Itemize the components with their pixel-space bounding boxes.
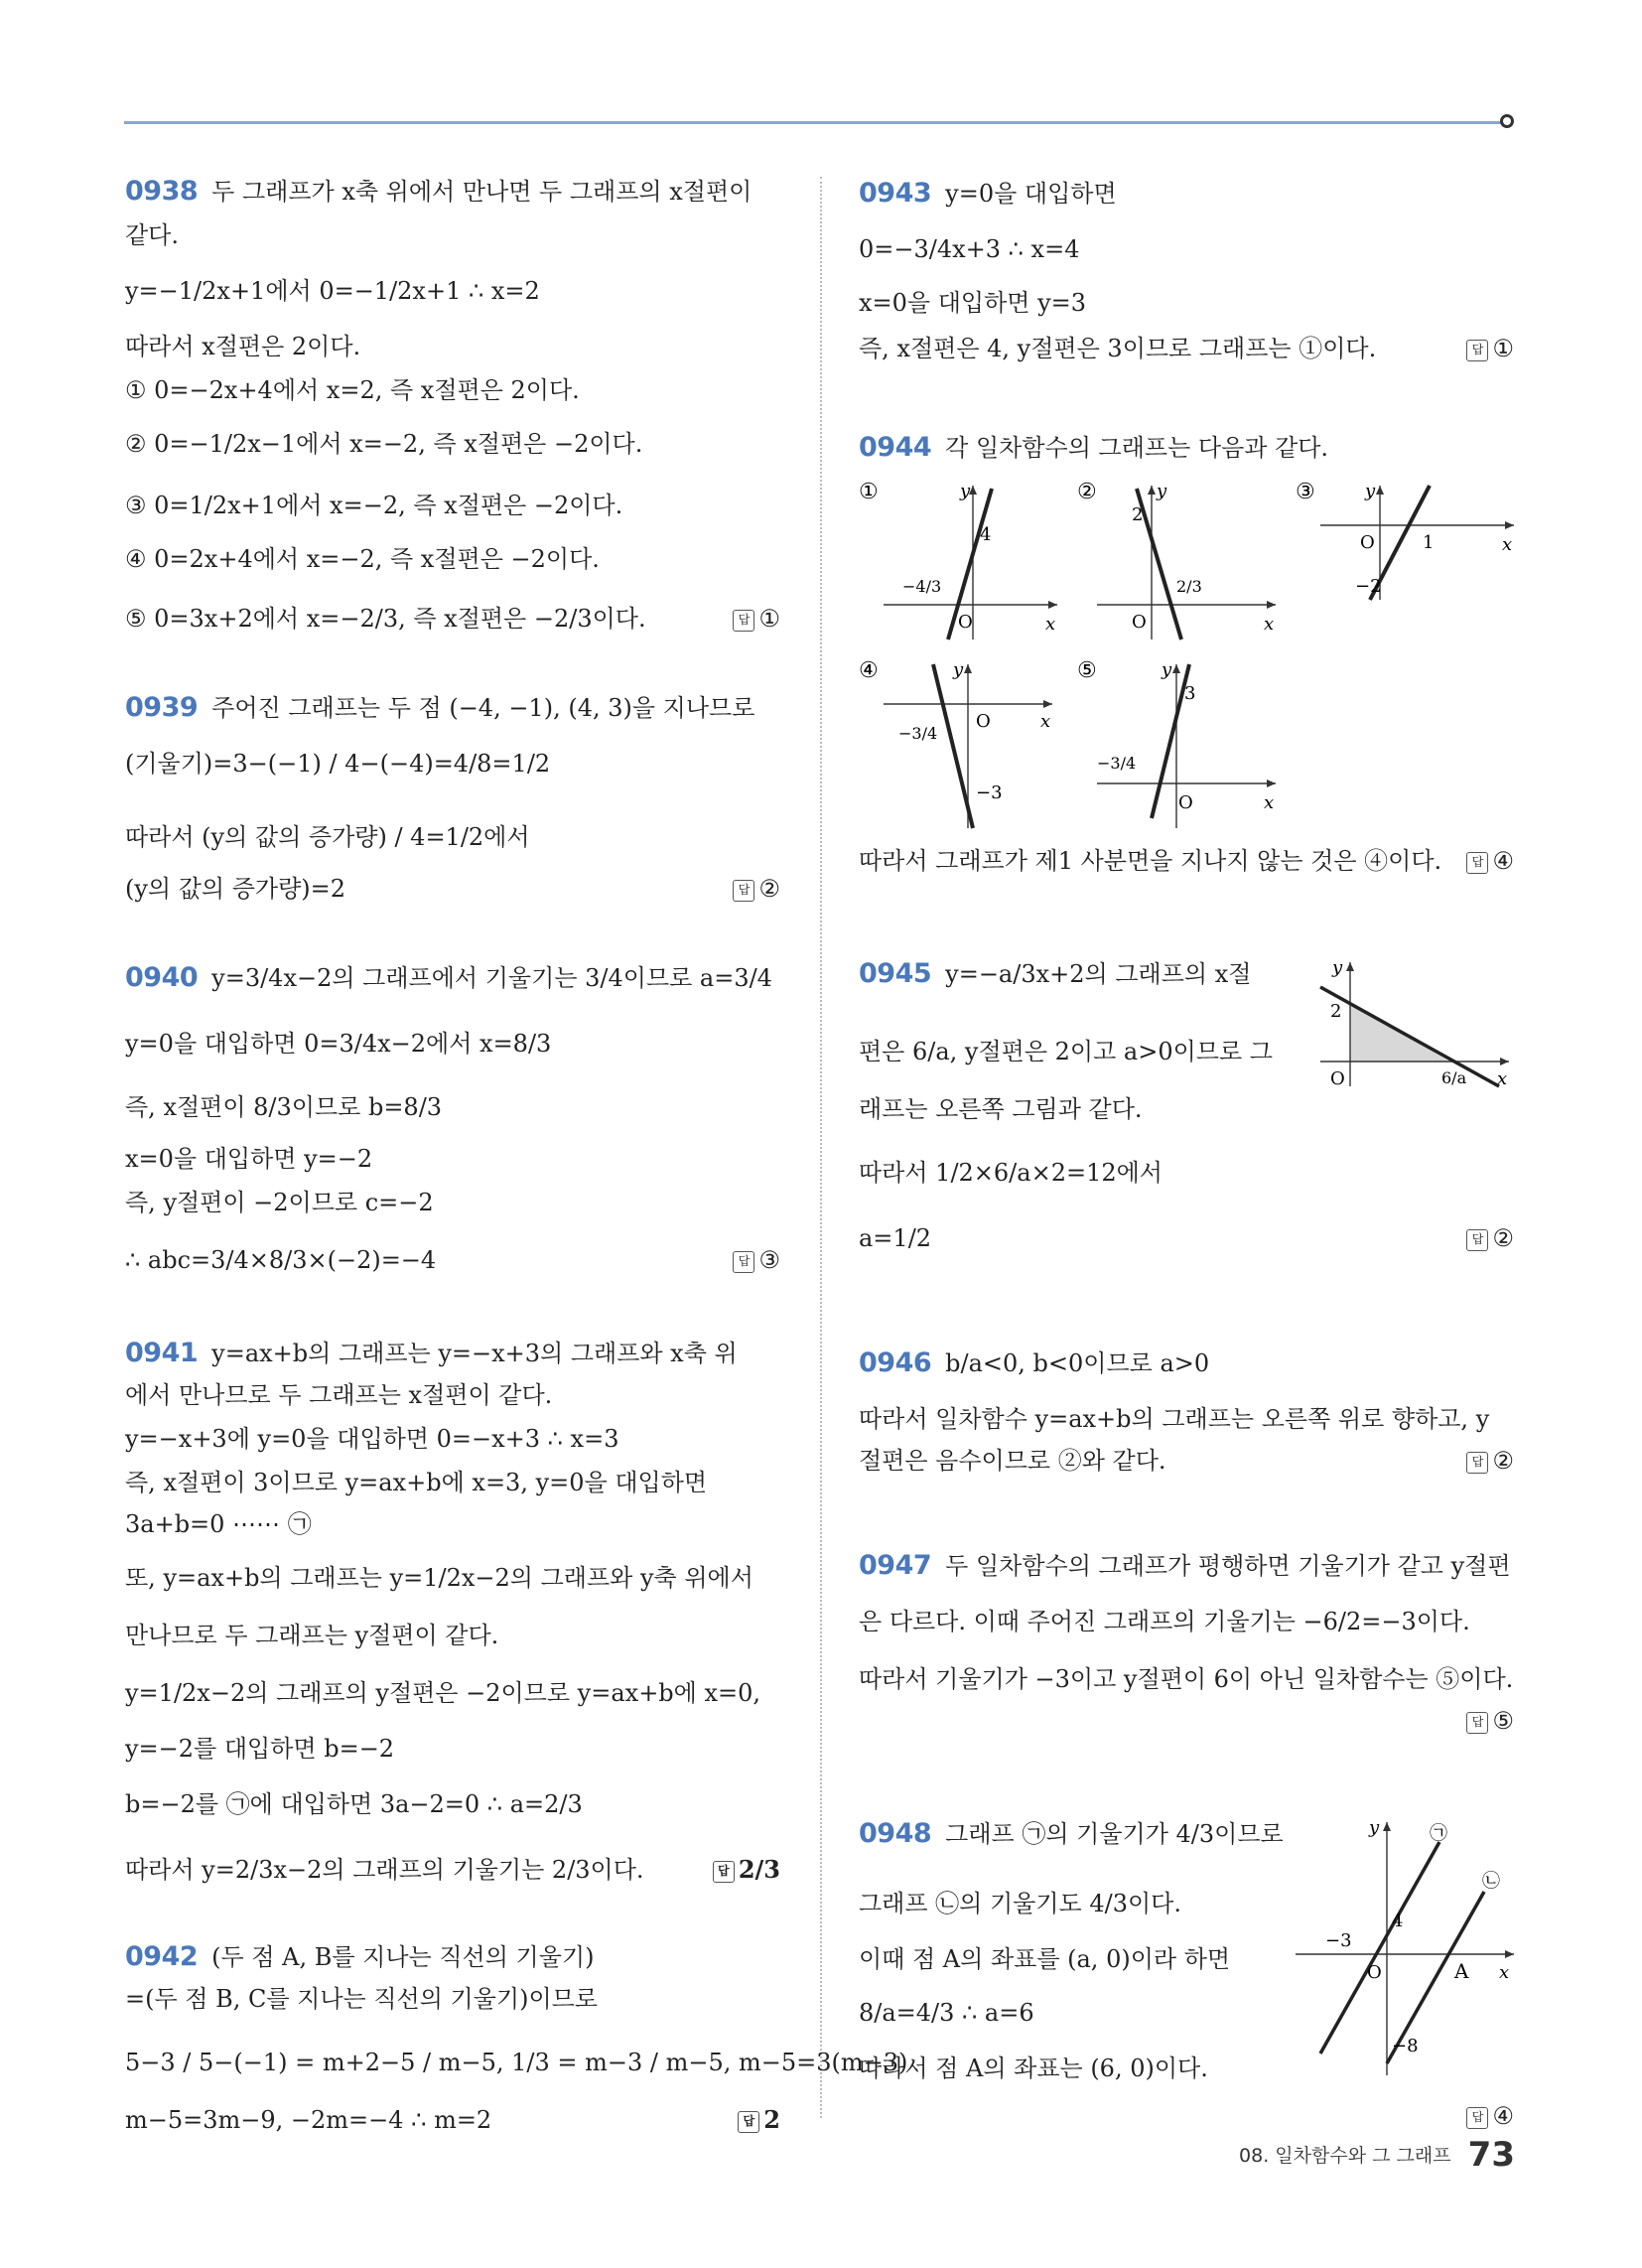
graph-0948 xyxy=(1296,1817,1514,2084)
top-rule-dot xyxy=(1500,114,1514,128)
problem-number: 0943 xyxy=(859,178,932,209)
solution-line: y=−1/2x+1에서 0=−1/2x+1 ∴ x=2 xyxy=(125,277,540,305)
graph-label: ② xyxy=(1077,480,1097,504)
tick-label: 6/a xyxy=(1441,1068,1467,1087)
origin-label: O xyxy=(976,711,991,732)
axis-label: y xyxy=(953,659,964,680)
graph-1-svg xyxy=(859,481,1057,639)
answer-badge: 답 ② xyxy=(733,872,780,906)
graph-4-svg xyxy=(859,659,1057,828)
graph-label: ① xyxy=(859,480,879,504)
tick-label: 4 xyxy=(1392,1911,1404,1931)
tick-label: −4/3 xyxy=(902,577,942,596)
graph-0945 xyxy=(1310,957,1509,1115)
axis-label: x xyxy=(1499,1962,1510,1983)
solution-line: y=0을 대입하면 xyxy=(945,180,1117,208)
solution-line: x=0을 대입하면 y=−2 xyxy=(125,1145,373,1173)
origin-label: O xyxy=(1330,1068,1345,1089)
axis-label: y xyxy=(1157,481,1167,501)
solution-line: 두 일차함수의 그래프가 평행하면 기울기가 같고 y절편 xyxy=(945,1552,1511,1580)
solution-line: 따라서 그래프가 제1 사분면을 지나지 않는 것은 ④이다. xyxy=(859,847,1442,875)
problem-number: 0939 xyxy=(125,692,199,723)
graph-label: ⑤ xyxy=(1077,658,1097,683)
problem-number: 0940 xyxy=(125,962,199,993)
answer-badge: 답 ① xyxy=(1466,332,1514,365)
origin-label: O xyxy=(1360,532,1375,553)
solution-line: 따라서 1/2×6/a×2=12에서 xyxy=(859,1159,1163,1187)
solution-line: 따라서 기울기가 −3이고 y절편이 6이 아닌 일차함수는 ⑤이다. xyxy=(859,1665,1514,1693)
answer-badge: 답 ④ xyxy=(1466,2099,1514,2133)
tick-label: −2 xyxy=(1355,576,1382,597)
problem-number: 0944 xyxy=(859,432,932,463)
axis-label: x xyxy=(1045,614,1056,635)
solution-line: y=−2를 대입하면 b=−2 xyxy=(125,1735,395,1763)
tick-label: 4 xyxy=(980,524,992,545)
solution-line: y=−x+3에 y=0을 대입하면 0=−x+3 ∴ x=3 xyxy=(125,1425,619,1453)
solution-line: 5−3 / 5−(−1) = m+2−5 / m−5, 1/3 = m−3 / m−5, m−5=3(m−3) xyxy=(125,2049,908,2076)
answer-badge: 답 ③ xyxy=(733,1243,780,1277)
tick-label: 2 xyxy=(1132,504,1144,525)
solution-line: 또, y=ax+b의 그래프는 y=1/2x−2의 그래프와 y축 위에서 xyxy=(125,1564,753,1592)
graph-4 xyxy=(859,659,1057,837)
problem-number: 0947 xyxy=(859,1550,932,1581)
solution-line: y=ax+b의 그래프는 y=−x+3의 그래프와 x축 위 xyxy=(211,1340,738,1367)
origin-label: O xyxy=(958,612,973,633)
solution-line: ④ 0=2x+4에서 x=−2, 즉 x절편은 −2이다. xyxy=(125,545,600,573)
solution-line: ① 0=−2x+4에서 x=2, 즉 x절편은 2이다. xyxy=(125,376,580,404)
axis-label: y xyxy=(1162,659,1172,680)
tick-label: −3 xyxy=(1325,1930,1352,1951)
solution-line: 즉, y절편이 −2이므로 c=−2 xyxy=(125,1189,434,1216)
solution-line: 래프는 오른쪽 그림과 같다. xyxy=(859,1095,1143,1123)
axis-label: x xyxy=(1497,1068,1508,1089)
tick-label: 2 xyxy=(1330,1001,1342,1022)
line-label: ㉠ xyxy=(1430,1823,1447,1844)
solution-line: 따라서 x절편은 2이다. xyxy=(125,333,361,360)
answer-badge: 답 2 xyxy=(738,2103,780,2137)
answer-badge: 답 ⑤ xyxy=(1466,1704,1514,1738)
solution-line: 절편은 음수이므로 ②와 같다. xyxy=(859,1447,1166,1475)
graph-2-svg xyxy=(1077,481,1276,639)
solution-line: 주어진 그래프는 두 점 (−4, −1), (4, 3)을 지나므로 xyxy=(211,694,755,722)
axis-label: y xyxy=(1332,957,1343,978)
graph-0945-svg xyxy=(1310,957,1509,1106)
page-number: 73 xyxy=(1467,2135,1515,2175)
line-label: ㉡ xyxy=(1482,1871,1500,1892)
solution-line: 이때 점 A의 좌표를 (a, 0)이라 하면 xyxy=(859,1945,1231,1973)
solution-line: ⑤ 0=3x+2에서 x=−2/3, 즉 x절편은 −2/3이다. xyxy=(125,605,646,633)
graph-label: ③ xyxy=(1296,480,1315,504)
solution-line: y=−a/3x+2의 그래프의 x절 xyxy=(945,960,1252,988)
graph-label: ④ xyxy=(859,658,879,683)
problem-number: 0941 xyxy=(125,1338,199,1368)
solution-line: =(두 점 B, C를 지나는 직선의 기울기)이므로 xyxy=(125,1985,598,2013)
solution-line: 8/a=4/3 ∴ a=6 xyxy=(859,1999,1034,2027)
answer-badge: 답 ② xyxy=(1466,1221,1514,1255)
tick-label: −8 xyxy=(1392,2036,1419,2056)
graph-5-svg xyxy=(1077,659,1276,828)
solution-line: 따라서 일차함수 y=ax+b의 그래프는 오른쪽 위로 향하고, y xyxy=(859,1405,1490,1433)
axis-label: y xyxy=(1369,1817,1380,1838)
chapter-title: 08. 일차함수와 그 그래프 xyxy=(1239,2145,1451,2167)
answer-badge: 답 ① xyxy=(733,602,780,636)
tick-label: −3/4 xyxy=(1097,754,1137,773)
axis-label: x xyxy=(1264,792,1275,813)
solution-line: y=0을 대입하면 0=3/4x−2에서 x=8/3 xyxy=(125,1030,552,1058)
tick-label: 1 xyxy=(1423,532,1435,553)
problem-number: 0942 xyxy=(125,1941,199,1972)
solution-line: 은 다르다. 이때 주어진 그래프의 기울기는 −6/2=−3이다. xyxy=(859,1608,1470,1635)
solution-line: (y의 값의 증가량)=2 xyxy=(125,875,346,903)
solution-line: 따라서 y=2/3x−2의 그래프의 기울기는 2/3이다. xyxy=(125,1856,644,1884)
column-divider xyxy=(820,177,822,2118)
tick-label: 2/3 xyxy=(1176,577,1202,596)
solution-line: (두 점 A, B를 지나는 직선의 기울기) xyxy=(211,1943,595,1971)
solution-line: 같다. xyxy=(125,221,179,249)
solution-line: 따라서 (y의 값의 증가량) / 4=1/2에서 xyxy=(125,823,530,851)
solution-line: b=−2를 ㉠에 대입하면 3a−2=0 ∴ a=2/3 xyxy=(125,1790,583,1818)
solution-line: 만나므로 두 그래프는 y절편이 같다. xyxy=(125,1622,499,1649)
solution-line: 그래프 ㉡의 기울기도 4/3이다. xyxy=(859,1890,1181,1917)
solution-line: ② 0=−1/2x−1에서 x=−2, 즉 x절편은 −2이다. xyxy=(125,430,643,458)
answer-badge: 답 ② xyxy=(1466,1444,1514,1478)
solution-line: y=3/4x−2의 그래프에서 기울기는 3/4이므로 a=3/4 xyxy=(211,964,772,992)
tick-label: −3/4 xyxy=(898,724,938,743)
answer-badge: 답 ④ xyxy=(1466,844,1514,878)
solution-line: 3a+b=0 ⋯⋯ ㉠ xyxy=(125,1510,312,1538)
solution-line: 즉, x절편이 3이므로 y=ax+b에 x=3, y=0을 대입하면 xyxy=(125,1469,708,1496)
top-rule xyxy=(124,121,1506,124)
origin-label: O xyxy=(1132,612,1147,633)
solution-line: a=1/2 xyxy=(859,1224,932,1252)
solution-line: 에서 만나므로 두 그래프는 x절편이 같다. xyxy=(125,1381,553,1409)
solution-line: 즉, x절편은 4, y절편은 3이므로 그래프는 ①이다. xyxy=(859,335,1377,362)
solution-line: 각 일차함수의 그래프는 다음과 같다. xyxy=(945,434,1329,462)
solution-line: ∴ abc=3/4×8/3×(−2)=−4 xyxy=(125,1246,437,1274)
origin-label: O xyxy=(1367,1962,1382,1983)
axis-label: x xyxy=(1040,711,1051,732)
graph-3-svg xyxy=(1296,481,1514,639)
solution-line: b/a<0, b<0이므로 a>0 xyxy=(945,1349,1210,1377)
graph-0948-svg xyxy=(1296,1817,1514,2075)
solution-line: 0=−3/4x+3 ∴ x=4 xyxy=(859,235,1080,263)
problem-number: 0938 xyxy=(125,176,199,207)
solution-line: m−5=3m−9, −2m=−4 ∴ m=2 xyxy=(125,2106,492,2134)
graph-2 xyxy=(1077,481,1276,648)
graph-5 xyxy=(1077,659,1276,837)
problem-number: 0945 xyxy=(859,958,932,989)
tick-label: 3 xyxy=(1184,683,1196,704)
axis-label: y xyxy=(1365,481,1376,501)
tick-label: A xyxy=(1454,1959,1469,1983)
solution-line: 편은 6/a, y절편은 2이고 a>0이므로 그 xyxy=(859,1038,1273,1065)
solution-line: x=0을 대입하면 y=3 xyxy=(859,289,1087,317)
problem-number: 0948 xyxy=(859,1818,932,1849)
solution-line: 따라서 점 A의 좌표는 (6, 0)이다. xyxy=(859,2055,1208,2082)
solution-line: (기울기)=3−(−1) / 4−(−4)=4/8=1/2 xyxy=(125,750,551,778)
solution-line: 두 그래프가 x축 위에서 만나면 두 그래프의 x절편이 xyxy=(211,178,753,206)
page-footer xyxy=(1239,2135,1515,2175)
solution-line: 그래프 ㉠의 기울기가 4/3이므로 xyxy=(945,1820,1284,1848)
graph-1 xyxy=(859,481,1057,648)
problem-0944 xyxy=(859,431,1514,888)
axis-label: x xyxy=(1264,614,1275,635)
solution-line: y=1/2x−2의 그래프의 y절편은 −2이므로 y=ax+b에 x=0, xyxy=(125,1679,761,1707)
graph-3 xyxy=(1296,481,1514,648)
solution-line: ③ 0=1/2x+1에서 x=−2, 즉 x절편은 −2이다. xyxy=(125,492,623,519)
problem-number: 0946 xyxy=(859,1347,932,1378)
answer-badge: 답 2/3 xyxy=(713,1853,780,1887)
solution-line: 즉, x절편이 8/3이므로 b=8/3 xyxy=(125,1093,443,1121)
axis-label: y xyxy=(960,481,971,501)
origin-label: O xyxy=(1178,792,1193,813)
tick-label: −3 xyxy=(976,782,1003,803)
axis-label: x xyxy=(1502,534,1513,555)
